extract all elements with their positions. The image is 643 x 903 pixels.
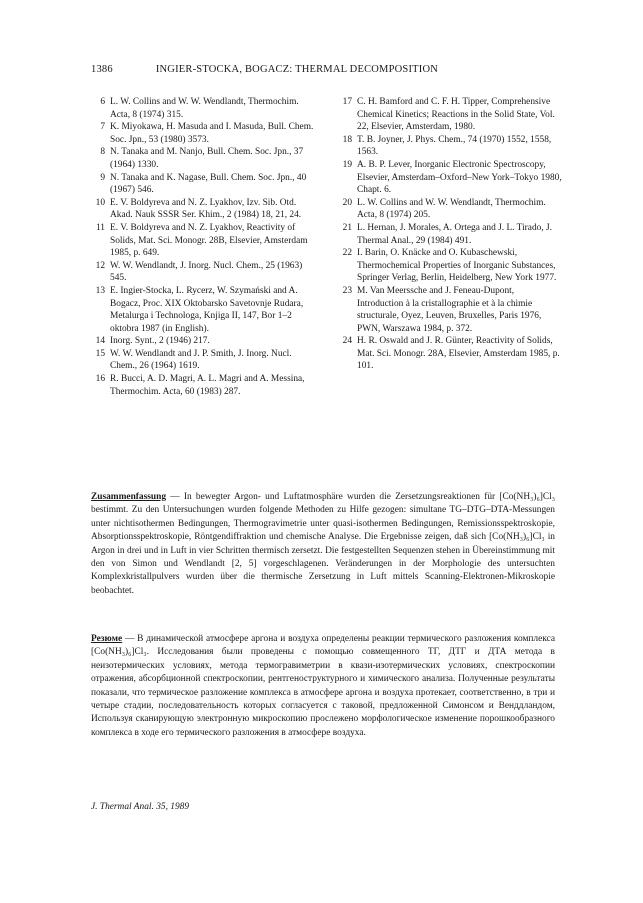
- abstract-lead-ru: Резюме: [91, 634, 123, 644]
- german-abstract: [91, 491, 555, 598]
- reference-item: [338, 247, 562, 285]
- reference-item: [91, 260, 315, 285]
- reference-item: [338, 96, 562, 134]
- reference-text: E. V. Boldyreva and N. Z. Lyakhov, Izv. Sib. Otd. Akad. Nauk SSSR Ser. Khim., 2 (1984) 18, 21, 24.: [110, 197, 302, 221]
- reference-text: E. Ingier-Stocka, L. Rycerz, W. Szymański and A. Bogacz, Proc. XIX Oktobarsko Savetovnje Rudara, Metalurga i Technologa, Knjiga II, 147, Bor 1–2 oktobra 1987 (in English).: [110, 285, 304, 334]
- reference-item: [338, 285, 562, 335]
- reference-number: 17: [342, 97, 352, 107]
- reference-number: 18: [342, 134, 352, 145]
- reference-item: [91, 172, 315, 197]
- reference-text: Inorg. Synt., 2 (1946) 217.: [110, 336, 210, 347]
- reference-number: 15: [95, 348, 105, 359]
- page-number: 1386: [91, 64, 113, 75]
- reference-number: 14: [95, 336, 105, 347]
- reference-text: L. W. Collins and W. W. Wendlandt, Thermochim. Acta, 8 (1974) 315.: [110, 97, 299, 120]
- references-right-column: [338, 96, 562, 373]
- reference-text: M. Van Meerssche and J. Feneau-Dupont, Introduction à la cristallographie et à la chimie structurale, Oyez, Leuven, Bruxelles, Paris 1976, PWN, Warszawa 1984, p. 372.: [357, 285, 542, 334]
- reference-number: 8: [100, 147, 105, 158]
- reference-number: 20: [342, 197, 352, 208]
- reference-text: C. H. Bamford and C. F. H. Tipper, Comprehensive Chemical Kinetics; Reactions in the Solid State, Vol. 22, Elsevier, Amsterdam, 1980.: [357, 97, 555, 133]
- reference-number: 23: [342, 285, 352, 296]
- reference-text: A. B. P. Lever, Inorganic Electronic Spectroscopy, Elsevier, Amsterdam–Oxford–New York–Tokyo 1980, Chapt. 6.: [357, 159, 562, 196]
- reference-item: [338, 197, 562, 222]
- references-left-column: [91, 96, 315, 398]
- reference-item: [91, 197, 315, 222]
- reference-number: 7: [100, 122, 105, 133]
- reference-text: T. B. Joyner, J. Phys. Chem., 74 (1970) 1552, 1558, 1563.: [357, 134, 552, 158]
- reference-number: 24: [342, 336, 352, 347]
- reference-text: N. Tanaka and K. Nagase, Bull. Chem. Soc. Jpn., 40 (1967) 546.: [110, 172, 307, 196]
- reference-text: L. W. Collins and W. W. Wendlandt, Thermochim. Acta, 8 (1974) 205.: [357, 197, 546, 221]
- reference-number: 16: [95, 374, 105, 385]
- reference-text: L. Hernan, J. Morales, A. Ortega and J. L. Tirado, J. Thermal Anal., 29 (1984) 491.: [357, 222, 553, 246]
- reference-item: [338, 222, 562, 247]
- reference-text: I. Barin, O. Knäcke and O. Kubaschewski, Thermochemical Properties of Inorganic Substances, Springer Verlag, Berlin, Heidelberg, New York 1977.: [357, 248, 557, 284]
- reference-number: 13: [95, 285, 105, 296]
- reference-text: E. V. Boldyreva and N. Z. Lyakhov, Reactivity of Solids, Mat. Sci. Monogr. 28B, Elsevier, Amsterdam 1985, p. 649.: [110, 222, 308, 259]
- russian-abstract: [91, 633, 555, 740]
- reference-number: 12: [95, 260, 105, 271]
- reference-text: K. Miyokawa, H. Masuda and I. Masuda, Bull. Chem. Soc. Jpn., 53 (1980) 3573.: [110, 122, 314, 145]
- reference-number: 19: [342, 159, 352, 170]
- page-header: [91, 64, 563, 75]
- reference-item: [91, 373, 315, 398]
- reference-item: [91, 146, 315, 171]
- reference-text: N. Tanaka and M. Nanjo, Bull. Chem. Soc. Jpn., 37 (1964) 1330.: [110, 147, 304, 170]
- running-title: INGIER-STOCKA, BOGACZ: THERMAL DECOMPOSITION: [155, 64, 439, 75]
- reference-item: [91, 285, 315, 335]
- abstract-text-ru: — В динамической атмосфере аргона и воздуха определены реакции термического разложения комплекса [Co(NH₃)₆]Cl₃. Исследования были проведены с помощью совмещенного ТГ, ДТГ и ДТА метода в неизотермических условиях, метода термогравиметрии в квази-изотермических условиях, спектроскопии отражения, абсорбционной спектроскопии, рентгеноструктурного и химического анализа. Полученные результаты показали, что термическое разложение комплекса в атмосфере аргона и воздуха протекает, соответственно, в три и четыре стадии, последовательность которых согласуется с таковой, предложенной Симонсом и Венддландом, Используя сканирующую электронную микроскопию прослежено морфологическое изменение порошкообразного комплекса в ходе его термического разложения в атмосфере воздуха.: [91, 634, 555, 738]
- abstract-text-de: — In bewegter Argon- und Luftatmosphäre wurden die Zersetzungsreaktionen für [Co(NH₃)₆]Cl₃ bestimmt. Zu den Untersuchungen wurden folgende Methoden zu Hilfe gezogen: simultane TG–DTG–DTA-Messungen unter nichtisothermen Bedingungen, Thermogravimetrie unter quasi-isothermen Bedingungen, Remissionsspektroskopie, Absorptionsspektroskopie, Röntgendiffraktion und chemische Analyse. Die Ergebnisse zeigen, daß sich [Co(NH₃)₆]Cl₃ in Argon in drei und in Luft in vier Schritten thermisch zersetzt. Die festgestellten Sequenzen stehen in Übereinstimmung mit den von Simon und Wendlandt [2, 5] vorgeschlagenen. Veränderungen in der Morphologie des untersuchten Komplexkristallpulvers wurden über die thermische Zersetzung in Luft mittels Scanning-Elektronen-Mikroskopie beobachtet.: [91, 492, 555, 596]
- reference-item: [91, 121, 315, 146]
- reference-item: [338, 335, 562, 373]
- reference-number: 11: [95, 222, 105, 233]
- reference-text: W. W. Wendlandt and J. P. Smith, J. Inorg. Nucl. Chem., 26 (1964) 1619.: [110, 348, 292, 372]
- reference-item: [338, 159, 562, 197]
- reference-number: 9: [100, 172, 105, 183]
- reference-number: 22: [342, 248, 352, 259]
- reference-item: [91, 348, 315, 373]
- reference-text: H. R. Oswald and J. R. Günter, Reactivity of Solids, Mat. Sci. Monogr. 28A, Elsevier, Amsterdam 1985, p. 101.: [357, 336, 560, 372]
- reference-item: [91, 335, 315, 348]
- reference-item: [91, 222, 315, 260]
- reference-item: [338, 134, 562, 159]
- reference-text: W. W. Wendlandt, J. Inorg. Nucl. Chem., 25 (1963) 545.: [110, 260, 303, 284]
- reference-number: 6: [100, 97, 105, 107]
- reference-number: 21: [342, 222, 352, 233]
- abstract-lead-de: Zusammenfassung: [91, 492, 167, 502]
- reference-item: [91, 96, 315, 121]
- reference-text: R. Bucci, A. D. Magri, A. L. Magri and A. Messina, Thermochim. Acta, 60 (1983) 287.: [110, 374, 305, 397]
- journal-footer: J. Thermal Anal. 35, 1989: [91, 802, 190, 812]
- reference-number: 10: [95, 197, 105, 208]
